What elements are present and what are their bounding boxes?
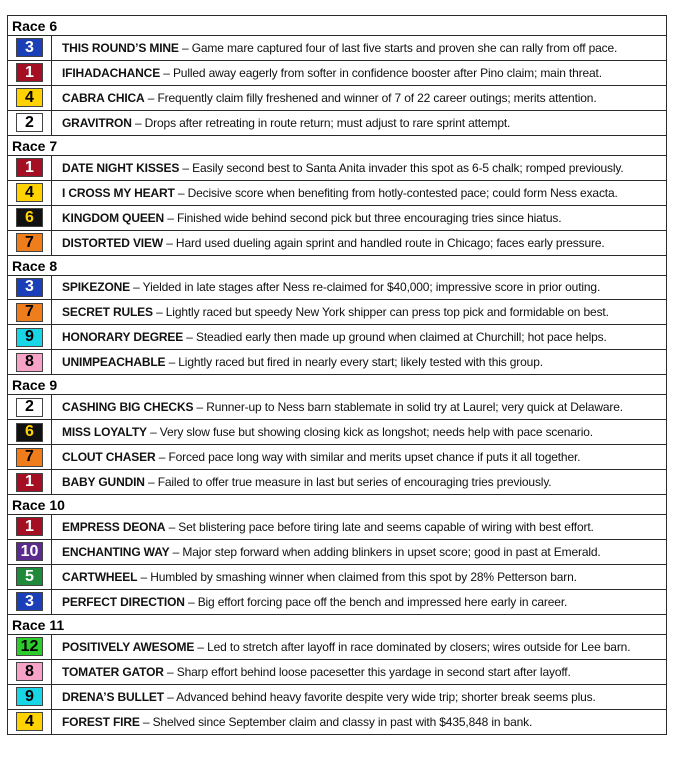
entry-text <box>52 66 602 80</box>
entry-text <box>52 305 609 319</box>
entry-text <box>52 161 624 175</box>
horse-name: CASHING BIG CHECKS <box>62 400 194 415</box>
handicapper-comment: – Runner-up to Ness barn stablemate in solid try at Laurel; very quick at Delaware. <box>193 400 623 415</box>
entry-row <box>8 710 666 735</box>
horse-name: DISTORTED VIEW <box>62 235 164 250</box>
program-number-badge: 4 <box>16 88 43 107</box>
horse-name: I CROSS MY HEART <box>62 185 175 200</box>
program-number-cell <box>8 515 52 539</box>
program-number-cell <box>8 36 52 60</box>
program-number-badge: 4 <box>16 183 43 202</box>
program-number-cell <box>8 156 52 180</box>
handicapper-comment: – Steadied early then made up ground when claimed at Churchill; hot pace helps. <box>183 330 607 345</box>
handicapper-comment: – Very slow fuse but showing closing kick as longshot; needs help with pace scenario. <box>146 425 593 440</box>
program-number-cell <box>8 276 52 300</box>
entry-text <box>52 236 605 250</box>
program-number-badge: 7 <box>16 233 43 252</box>
program-number-cell <box>8 660 52 684</box>
race-header: Race 9 <box>8 375 666 395</box>
entry-text <box>52 116 510 130</box>
handicapper-comment: – Pulled away eagerly from softer in confidence booster after Pino claim; main threat. <box>160 65 602 80</box>
race-section <box>8 495 666 615</box>
horse-name: UNIMPEACHABLE <box>62 355 166 370</box>
program-number-cell <box>8 181 52 205</box>
horse-name: DATE NIGHT KISSES <box>62 160 180 175</box>
program-number-cell <box>8 231 52 255</box>
entry-row <box>8 470 666 495</box>
horse-name: SPIKEZONE <box>62 280 130 295</box>
horse-name: FOREST FIRE <box>62 714 140 729</box>
entry-row <box>8 590 666 615</box>
entry-row <box>8 565 666 590</box>
program-number-badge: 9 <box>16 328 43 347</box>
program-number-badge: 1 <box>16 158 43 177</box>
horse-name: PERFECT DIRECTION <box>62 594 185 609</box>
handicapper-comment: – Sharp effort behind loose pacesetter this yardage in second start after layoff. <box>163 664 571 679</box>
handicapper-comment: – Frequently claim filly freshened and winner of 7 of 22 career outings; merits attention. <box>144 90 597 105</box>
horse-name: EMPRESS DEONA <box>62 519 166 534</box>
entry-text <box>52 545 601 559</box>
entry-text <box>52 690 596 704</box>
handicapper-comment: – Led to stretch after layoff in race dominated by closers; wires outside for Lee barn. <box>194 639 631 654</box>
race-header: Race 10 <box>8 495 666 515</box>
entry-row <box>8 300 666 325</box>
program-number-cell <box>8 540 52 564</box>
race-header: Race 7 <box>8 136 666 156</box>
program-number-badge: 1 <box>16 517 43 536</box>
entry-text <box>52 640 630 654</box>
entry-text <box>52 280 600 294</box>
program-number-cell <box>8 635 52 659</box>
entry-text <box>52 400 623 414</box>
entry-text <box>52 211 561 225</box>
race-header: Race 6 <box>8 16 666 36</box>
program-number-badge: 6 <box>16 208 43 227</box>
race-header: Race 8 <box>8 256 666 276</box>
race-section <box>8 375 666 495</box>
entry-row <box>8 325 666 350</box>
entry-row <box>8 156 666 181</box>
horse-name: THIS ROUND’S MINE <box>62 40 179 55</box>
program-number-cell <box>8 445 52 469</box>
entry-text <box>52 715 532 729</box>
entry-text <box>52 355 543 369</box>
program-number-badge: 3 <box>16 278 43 297</box>
program-number-badge: 9 <box>16 687 43 706</box>
race-section <box>8 16 666 136</box>
entry-row <box>8 276 666 301</box>
entry-text <box>52 595 567 609</box>
program-number-badge: 1 <box>16 63 43 82</box>
entry-row <box>8 36 666 61</box>
entry-text <box>52 186 618 200</box>
race-section <box>8 256 666 376</box>
entry-row <box>8 206 666 231</box>
entry-text <box>52 330 607 344</box>
handicapper-comment: – Humbled by smashing winner when claimed from this spot by 28% Petterson barn. <box>137 569 577 584</box>
race-section <box>8 615 666 735</box>
horse-name: GRAVITRON <box>62 115 132 130</box>
entry-row <box>8 445 666 470</box>
handicapper-comment: – Failed to offer true measure in last but series of encouraging tries previously. <box>144 475 552 490</box>
program-number-cell <box>8 685 52 709</box>
handicapper-comment: – Yielded in late stages after Ness re-claimed for $40,000; impressive score in prior outing. <box>130 280 601 295</box>
program-number-cell <box>8 61 52 85</box>
program-number-badge: 3 <box>16 38 43 57</box>
handicapper-comment: – Big effort forcing pace off the bench and impressed here early in career. <box>184 594 568 609</box>
handicapper-comment: – Easily second best to Santa Anita invader this spot as 6-5 chalk; romped previously. <box>179 160 624 175</box>
horse-name: DRENA’S BULLET <box>62 689 164 704</box>
entry-row <box>8 420 666 445</box>
race-picks-table <box>7 15 667 735</box>
handicapper-comment: – Hard used dueling again sprint and handled route in Chicago; faces early pressure. <box>163 235 605 250</box>
entry-row <box>8 540 666 565</box>
entry-row <box>8 231 666 256</box>
entry-text <box>52 450 580 464</box>
entry-text <box>52 520 594 534</box>
entry-text <box>52 665 571 679</box>
program-number-cell <box>8 420 52 444</box>
entry-row <box>8 350 666 375</box>
entry-row <box>8 61 666 86</box>
program-number-cell <box>8 300 52 324</box>
program-number-badge: 8 <box>16 353 43 372</box>
program-number-cell <box>8 710 52 734</box>
entry-row <box>8 660 666 685</box>
horse-name: CARTWHEEL <box>62 569 138 584</box>
horse-name: CLOUT CHASER <box>62 450 156 465</box>
program-number-badge: 6 <box>16 423 43 442</box>
program-number-badge: 5 <box>16 567 43 586</box>
handicapper-comment: – Lightly raced but fired in nearly every start; likely tested with this group. <box>165 355 543 370</box>
program-number-badge: 2 <box>16 398 43 417</box>
entry-text <box>52 425 593 439</box>
horse-name: SECRET RULES <box>62 305 153 320</box>
horse-name: ENCHANTING WAY <box>62 544 170 559</box>
entry-row <box>8 635 666 660</box>
program-number-cell <box>8 111 52 135</box>
horse-name: BABY GUNDIN <box>62 475 145 490</box>
program-number-cell <box>8 325 52 349</box>
entry-row <box>8 86 666 111</box>
handicapper-comment: – Drops after retreating in route return; must adjust to rare sprint attempt. <box>131 115 511 130</box>
entry-text <box>52 41 617 55</box>
program-number-cell <box>8 206 52 230</box>
program-number-badge: 4 <box>16 712 43 731</box>
program-number-cell <box>8 590 52 614</box>
program-number-badge: 12 <box>16 637 43 656</box>
horse-name: TOMATER GATOR <box>62 664 164 679</box>
horse-name: MISS LOYALTY <box>62 425 147 440</box>
program-number-badge: 1 <box>16 473 43 492</box>
program-number-cell <box>8 565 52 589</box>
program-number-badge: 3 <box>16 592 43 611</box>
entry-text <box>52 475 551 489</box>
program-number-badge: 7 <box>16 303 43 322</box>
race-section <box>8 136 666 256</box>
handicapper-comment: – Advanced behind heavy favorite despite very wide trip; shorter break seems plus. <box>163 689 596 704</box>
handicapper-comment: – Decisive score when benefiting from hotly-contested pace; could form Ness exacta. <box>174 185 618 200</box>
handicapper-comment: – Finished wide behind second pick but three encouraging tries since hiatus. <box>164 210 562 225</box>
horse-name: IFIHADACHANCE <box>62 65 161 80</box>
handicapper-comment: – Set blistering pace before tiring late and seems capable of wiring with best effort. <box>165 519 594 534</box>
entry-text <box>52 91 597 105</box>
handicapper-comment: – Lightly raced but speedy New York shipper can press top pick and formidable on best. <box>152 305 609 320</box>
program-number-cell <box>8 350 52 374</box>
program-number-badge: 7 <box>16 448 43 467</box>
horse-name: POSITIVELY AWESOME <box>62 639 195 654</box>
handicapper-comment: – Forced pace long way with similar and merits upset chance if puts it all together. <box>155 450 581 465</box>
horse-name: KINGDOM QUEEN <box>62 210 165 225</box>
handicapper-comment: – Major step forward when adding blinkers in upset score; good in past at Emerald. <box>169 544 601 559</box>
program-number-cell <box>8 395 52 419</box>
program-number-badge: 8 <box>16 662 43 681</box>
program-number-cell <box>8 86 52 110</box>
race-header: Race 11 <box>8 615 666 635</box>
entry-row <box>8 181 666 206</box>
entry-row <box>8 111 666 136</box>
program-number-badge: 10 <box>16 542 43 561</box>
program-number-cell <box>8 470 52 494</box>
handicapper-comment: – Shelved since September claim and classy in past with $435,848 in bank. <box>139 714 533 729</box>
entry-row <box>8 685 666 710</box>
horse-name: HONORARY DEGREE <box>62 330 184 345</box>
handicapper-comment: – Game mare captured four of last five starts and proven she can rally from off pace. <box>178 40 618 55</box>
entry-row <box>8 395 666 420</box>
entry-text <box>52 570 577 584</box>
entry-row <box>8 515 666 540</box>
program-number-badge: 2 <box>16 113 43 132</box>
horse-name: CABRA CHICA <box>62 90 145 105</box>
